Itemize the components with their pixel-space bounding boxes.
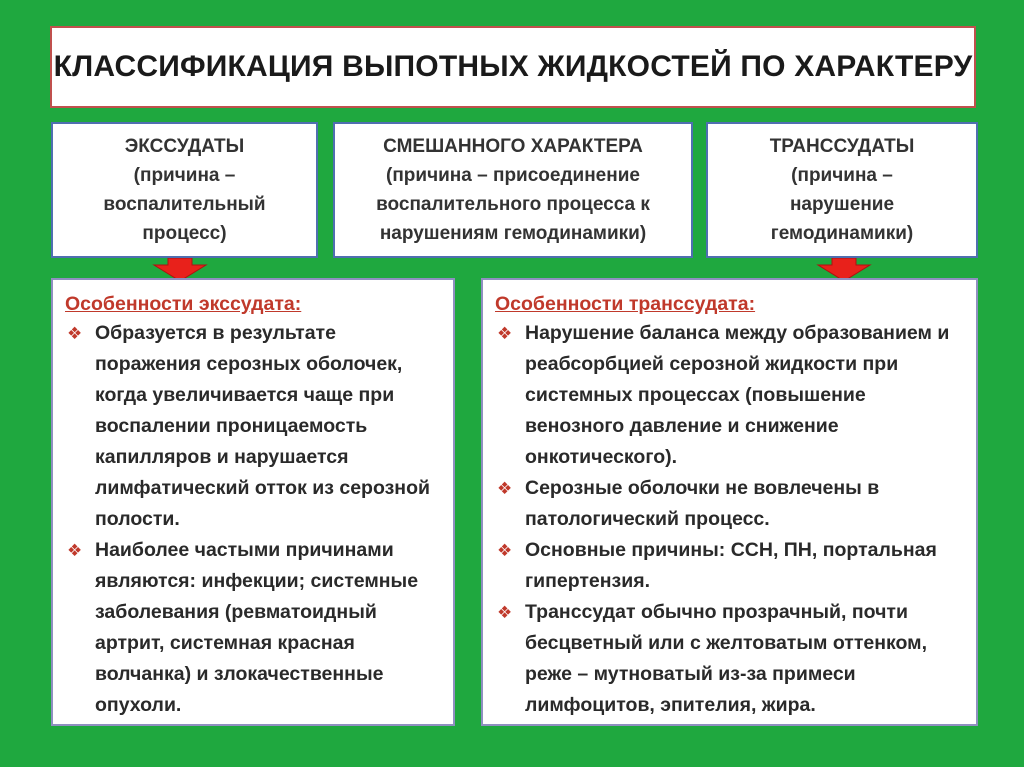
- list-item: [65, 535, 443, 721]
- category-line: нарушение: [789, 194, 895, 215]
- category-mixed: [333, 122, 693, 258]
- list-item: [495, 473, 966, 535]
- category-line: гемодинамики): [770, 223, 914, 244]
- list-item-text: Транссудат обычно прозрачный, почти бесцветный или с желтоватым оттенком, реже – мутноватый из-за примеси лимфоцитов, эпителия, жира.: [525, 601, 927, 716]
- category-line: (причина – присоединение: [386, 165, 640, 186]
- exudate-heading: Особенности экссудата:: [65, 293, 302, 315]
- category-line: воспалительного процесса к: [376, 194, 650, 215]
- diamond-bullet-icon: ❖: [497, 324, 513, 343]
- list-item-text: Нарушение баланса между образованием и реабсорбцией серозной жидкости при системных процессах (повышение венозного давление и снижение онкотического).: [525, 322, 950, 468]
- list-item: [495, 597, 966, 721]
- transudate-features-panel: [481, 278, 978, 726]
- category-exudates: [51, 122, 318, 258]
- transudate-heading: Особенности транссудата:: [495, 293, 756, 315]
- main-title: [50, 26, 976, 108]
- diamond-bullet-icon: ❖: [67, 324, 83, 343]
- list-item-text: Основные причины: ССН, ПН, портальная гипертензия.: [525, 539, 937, 592]
- category-line: процесс): [142, 223, 227, 244]
- list-item-text: Образуется в результате поражения серозных оболочек, когда увеличивается чаще при воспалении проницаемость капилляров и нарушается лимфатический отток из серозной полости.: [95, 322, 430, 530]
- diamond-bullet-icon: ❖: [67, 541, 83, 560]
- category-transudates: [706, 122, 978, 258]
- category-line: ЭКССУДАТЫ: [124, 136, 245, 157]
- list-item-text: Наиболее частыми причинами являются: инфекции; системные заболевания (ревматоидный артрит, системная красная волчанка) и злокачественные опухоли.: [95, 539, 419, 716]
- category-line: воспалительный: [103, 194, 266, 215]
- list-item: [495, 535, 966, 597]
- diamond-bullet-icon: ❖: [497, 603, 513, 622]
- diamond-bullet-icon: ❖: [497, 541, 513, 560]
- transudate-list: [495, 318, 966, 721]
- category-line: нарушениям гемодинамики): [379, 223, 647, 244]
- category-line: (причина –: [133, 165, 236, 186]
- list-item-text: Серозные оболочки не вовлечены в патологический процесс.: [525, 477, 880, 530]
- category-line: СМЕШАННОГО ХАРАКТЕРА: [383, 136, 643, 157]
- list-item: [495, 318, 966, 473]
- diamond-bullet-icon: ❖: [497, 479, 513, 498]
- exudate-features-panel: [51, 278, 455, 726]
- main-title-text: КЛАССИФИКАЦИЯ ВЫПОТНЫХ ЖИДКОСТЕЙ ПО ХАРАКТЕРУ: [53, 50, 973, 83]
- exudate-list: [65, 318, 443, 721]
- category-line: (причина –: [791, 165, 893, 186]
- category-line: ТРАНССУДАТЫ: [769, 136, 915, 157]
- list-item: [65, 318, 443, 535]
